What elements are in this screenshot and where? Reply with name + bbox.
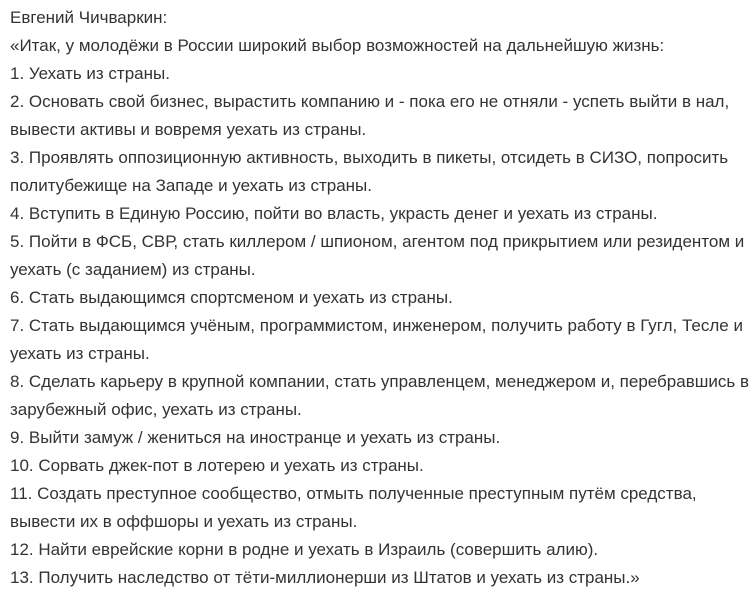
- list-item-5: 5. Пойти в ФСБ, СВР, стать киллером / шпионом, агентом под прикрытием или резидентом и уехать (с заданием) из страны.: [10, 232, 749, 279]
- list-item-8: 8. Сделать карьеру в крупной компании, стать управленцем, менеджером и, перебравшись в зарубежный офис, уехать из страны.: [10, 372, 754, 419]
- list-item-1: 1. Уехать из страны.: [10, 64, 170, 83]
- list-item-13: 13. Получить наследство от тёти-миллионерши из Штатов и уехать из страны.»: [10, 568, 640, 587]
- list-item-4: 4. Вступить в Единую Россию, пойти во власть, украсть денег и уехать из страны.: [10, 204, 658, 223]
- options-list: [10, 60, 752, 592]
- list-item-3: 3. Проявлять оппозиционную активность, выходить в пикеты, отсидеть в СИЗО, попросить политубежище на Западе и уехать из страны.: [10, 148, 733, 195]
- list-item-10: 10. Сорвать джек-пот в лотерею и уехать из страны.: [10, 456, 424, 475]
- author-line: Евгений Чичваркин:: [10, 8, 168, 27]
- list-item-6: 6. Стать выдающимся спортсменом и уехать из страны.: [10, 288, 453, 307]
- list-item-9: 9. Выйти замуж / жениться на иностранце и уехать из страны.: [10, 428, 501, 447]
- quote-document: [10, 4, 752, 592]
- list-item-12: 12. Найти еврейские корни в родне и уехать в Израиль (совершить алию).: [10, 540, 599, 559]
- quote-intro: «Итак, у молодёжи в России широкий выбор возможностей на дальнейшую жизнь:: [10, 36, 665, 55]
- list-item-2: 2. Основать свой бизнес, вырастить компанию и - пока его не отняли - успеть выйти в нал, вывести активы и вовремя уехать из страны.: [10, 92, 734, 139]
- list-item-11: 11. Создать преступное сообщество, отмыть полученные преступным путём средства, вывести их в оффшоры и уехать из страны.: [10, 484, 702, 531]
- list-item-7: 7. Стать выдающимся учёным, программистом, инженером, получить работу в Гугл, Тесле и уехать из страны.: [10, 316, 748, 363]
